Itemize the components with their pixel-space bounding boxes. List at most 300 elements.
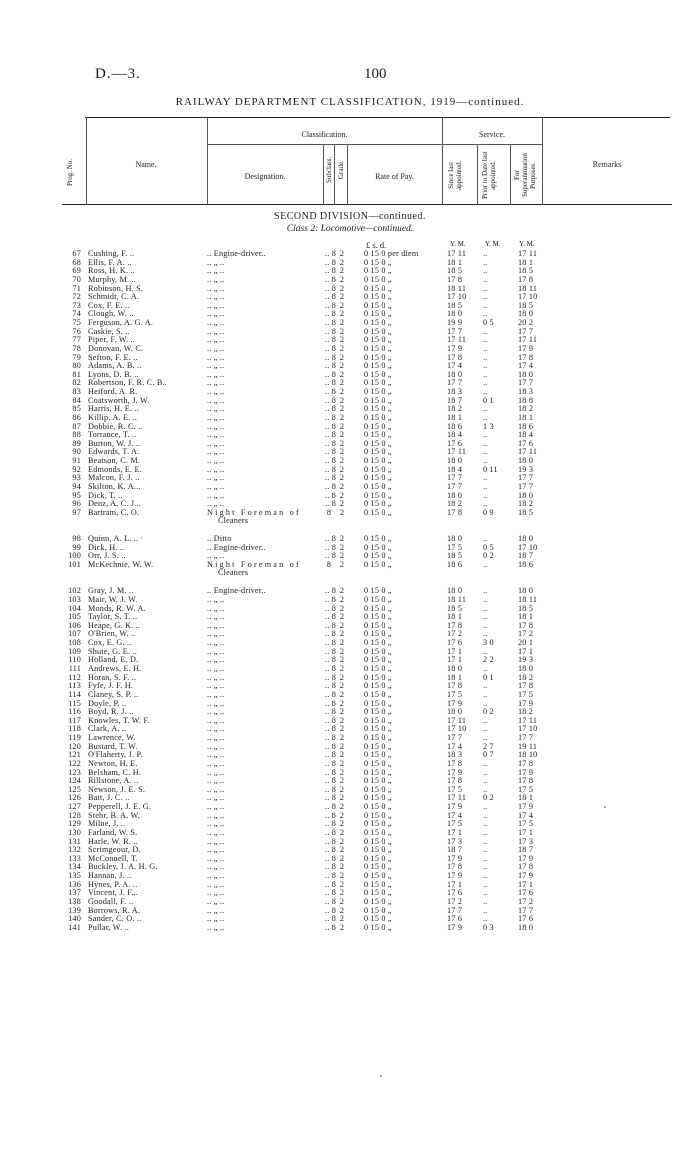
cell-no: 134 (68, 862, 81, 872)
cell-no: 87 (72, 421, 81, 431)
cell-rate: 0 15 0 „ (364, 534, 392, 544)
cell-grade: 2 (339, 369, 345, 379)
cell-designation: .. „ .. (207, 845, 225, 855)
cell-grade: 2 (339, 620, 345, 630)
cell-grade: 2 (339, 361, 345, 371)
cell-prior: .. (483, 620, 488, 630)
cell-since: 17 9 (447, 871, 463, 881)
cell-prior: .. (483, 412, 488, 422)
cell-rate: 0 15 0 „ (364, 352, 392, 362)
cell-rate: 0 15 0 „ (364, 802, 392, 812)
cell-rate: 0 15 0 „ (364, 283, 392, 293)
cell-rate: 0 15 0 „ (364, 369, 392, 379)
table-row (0, 665, 700, 673)
cell-name: Vincent, J. F... (88, 888, 139, 898)
cell-since: 17 8 (447, 758, 463, 768)
cell-no: 91 (72, 456, 81, 466)
cell-sub: .. 8 (325, 715, 337, 725)
cell-sub: .. 8 (325, 361, 337, 371)
cell-prior: .. (483, 896, 488, 906)
cell-no: 104 (68, 603, 81, 613)
cell-name: Dick, H. .. (88, 542, 125, 552)
super-units: Y. M. (519, 240, 535, 248)
cell-sub: .. 8 (325, 542, 337, 552)
cell-no: 139 (68, 905, 81, 915)
cell-since: 17 9 (447, 853, 463, 863)
cell-since: 18 2 (447, 404, 463, 414)
classification-rule (207, 144, 442, 145)
cell-designation: .. „ .. (207, 283, 225, 293)
cell-name: Pepperell, J. E. G. (88, 802, 152, 812)
cell-grade: 2 (339, 490, 345, 500)
cell-designation: .. „ .. (207, 482, 225, 491)
cell-sub: .. 8 (325, 482, 337, 491)
cell-designation: .. „ .. (207, 871, 225, 881)
cell-grade: 2 (339, 378, 345, 388)
cell-no: 80 (72, 361, 81, 371)
cell-rate: 0 15 0 „ (364, 387, 392, 397)
cell-super: 17 9 (518, 802, 534, 812)
cell-grade: 2 (339, 534, 345, 544)
cell-name: Malcon, F. J. .. (88, 473, 140, 483)
cell-since: 17 1 (447, 655, 463, 665)
cell-no: 122 (68, 758, 81, 768)
cell-prior: .. (483, 663, 488, 673)
cell-sub: .. 8 (325, 464, 337, 474)
cell-super: 18 11 (518, 594, 538, 604)
cell-name: Monds, R. W. A. (88, 603, 146, 613)
cell-since: 17 7 (447, 326, 463, 336)
cell-name: Clark, A. .. (88, 724, 127, 734)
cell-name: Cushing, F. .. (88, 249, 135, 258)
cell-prior: .. (483, 266, 488, 276)
cell-no: 93 (72, 473, 81, 483)
cell-super: 17 1 (518, 827, 534, 837)
cell-grade: 2 (339, 741, 345, 751)
cell-prior: 0 2 (483, 551, 494, 561)
cell-no: 75 (72, 318, 81, 328)
cell-super: 18 10 (518, 750, 538, 760)
cell-super: 17 7 (518, 326, 534, 336)
cell-sub: .. 8 (325, 776, 337, 786)
cell-prior: .. (483, 836, 488, 846)
cell-no: 86 (72, 412, 81, 422)
cell-no: 137 (68, 888, 81, 898)
cell-designation: .. „ .. (207, 767, 225, 777)
cell-since: 17 8 (447, 507, 463, 517)
cell-sub: .. 8 (325, 845, 337, 855)
cell-sub: .. 8 (325, 490, 337, 500)
cell-name: Knowles, T. W. F. (88, 715, 150, 725)
cell-name: Robertson, F. R. C. B.. (88, 378, 168, 388)
cell-sub: .. 8 (325, 879, 337, 889)
cell-sub: .. 8 (325, 594, 337, 604)
cell-rate: 0 15 0 „ (364, 871, 392, 881)
cell-since: 17 11 (447, 715, 467, 725)
cell-sub: .. 8 (325, 905, 337, 915)
cell-rate: 0 15 0 „ (364, 292, 392, 302)
cell-name: Adams, A. B. .. (88, 361, 142, 371)
cell-designation: .. „ .. (207, 352, 225, 362)
cell-sub: .. 8 (325, 724, 337, 734)
cell-name: Holland, E. D. (88, 655, 139, 665)
cell-since: 17 5 (447, 542, 463, 552)
cell-sub: .. 8 (325, 758, 337, 768)
cell-sub: .. 8 (325, 352, 337, 362)
cell-designation: .. „ .. (207, 629, 225, 639)
cell-sub: .. 8 (325, 767, 337, 777)
cell-sub: .. 8 (325, 741, 337, 751)
cell-designation: .. „ .. (207, 810, 225, 820)
cell-no: 82 (72, 378, 81, 388)
cell-grade: 2 (339, 464, 345, 474)
table-row (0, 691, 700, 699)
cell-grade: 2 (339, 672, 345, 682)
cell-since: 18 7 (447, 395, 463, 405)
cell-designation: .. „ .. (207, 689, 225, 699)
cell-prior: .. (483, 819, 488, 829)
cell-prior: .. (483, 845, 488, 855)
cell-sub: .. 8 (325, 810, 337, 820)
cell-super: 17 7 (518, 733, 534, 743)
cell-designation: .. „ .. (207, 421, 225, 431)
cell-designation: .. „ .. (207, 922, 225, 932)
cell-name: Boyd, R. J. .. (88, 707, 134, 717)
cell-since: 17 5 (447, 689, 463, 699)
cell-grade: 2 (339, 802, 345, 812)
cell-grade: 2 (339, 283, 345, 293)
cell-rate: 0 15 0 „ (364, 724, 392, 734)
table-row (0, 596, 700, 604)
cell-name: Rillstone, A. .. (88, 776, 139, 786)
table-row (0, 276, 700, 284)
cell-sub: .. 8 (325, 707, 337, 717)
cell-grade: 2 (339, 776, 345, 786)
cell-prior: .. (483, 257, 488, 267)
cell-grade: 2 (339, 698, 345, 708)
cell-grade: 2 (339, 335, 345, 345)
cell-name: Andrews, E. H. (88, 663, 142, 673)
cell-rate: 0 15 0 „ (364, 733, 392, 743)
cell-since: 17 9 (447, 343, 463, 353)
cell-no: 96 (72, 499, 81, 509)
cell-prior: .. (483, 335, 488, 345)
cell-sub: .. 8 (325, 456, 337, 466)
cell-since: 18 4 (447, 430, 463, 440)
cell-super: 18 7 (518, 845, 534, 855)
table-row (0, 250, 700, 258)
cell-sub: .. 8 (325, 499, 337, 509)
cell-rate: 0 15 0 „ (364, 586, 392, 596)
cell-name: Buckley, J. A. H. G. (88, 862, 158, 872)
cell-prior: .. (483, 438, 488, 448)
cell-no: 133 (68, 853, 81, 863)
cell-no: 107 (68, 629, 81, 639)
cell-sub: .. 8 (325, 672, 337, 682)
table-row (0, 345, 700, 353)
cell-designation: .. „ .. (207, 914, 225, 924)
cell-designation-cont: Cleaners (218, 516, 249, 526)
cell-prior: 3 0 (483, 638, 494, 648)
cell-since: 17 6 (447, 888, 463, 898)
cell-super: 18 5 (518, 266, 534, 276)
cell-rate: 0 15 0 „ (364, 447, 392, 457)
cell-since: 18 6 (447, 560, 463, 570)
cell-name: Lyons, D. B. .. (88, 369, 139, 379)
cell-no: 113 (68, 681, 81, 691)
cell-prior: .. (483, 810, 488, 820)
cell-designation: .. „ .. (207, 594, 225, 604)
cell-name: Dobbie, R. C. .. (88, 421, 143, 431)
cell-grade: 2 (339, 507, 345, 517)
cell-super: 17 9 (518, 871, 534, 881)
cell-designation: .. „ .. (207, 551, 225, 561)
cell-super: 18 2 (518, 672, 534, 682)
cell-prior: .. (483, 698, 488, 708)
cell-prior: .. (483, 473, 488, 483)
cell-grade: 2 (339, 421, 345, 431)
cell-grade: 2 (339, 638, 345, 648)
cell-rate: 0 15 0 „ (364, 853, 392, 863)
table-row (0, 319, 700, 327)
cell-grade: 2 (339, 612, 345, 622)
cell-sub: .. 8 (325, 871, 337, 881)
cell-sub: .. 8 (325, 638, 337, 648)
table-row (0, 414, 700, 422)
cell-name: Scrimgeour, D. (88, 845, 141, 855)
service-rule (442, 144, 542, 145)
cell-prior: .. (483, 292, 488, 302)
cell-prior: .. (483, 378, 488, 388)
cell-grade: 2 (339, 473, 345, 483)
cell-sub: .. 8 (325, 412, 337, 422)
cell-grade: 2 (339, 750, 345, 760)
cell-super: 17 5 (518, 689, 534, 699)
cell-grade: 2 (339, 758, 345, 768)
cell-prior: .. (483, 326, 488, 336)
cell-since: 18 1 (447, 672, 463, 682)
cell-prior: .. (483, 274, 488, 284)
cell-grade: 2 (339, 352, 345, 362)
cell-designation: .. „ .. (207, 733, 225, 743)
cell-prior: .. (483, 827, 488, 837)
cell-rate: 0 15 0 „ (364, 473, 392, 483)
cell-prior: .. (483, 629, 488, 639)
cell-designation: .. „ .. (207, 698, 225, 708)
cell-no: 89 (72, 438, 81, 448)
cell-rate: 0 15 0 „ (364, 776, 392, 786)
cell-no: 102 (68, 586, 81, 596)
cell-designation: .. „ .. (207, 378, 225, 388)
cell-prior: .. (483, 369, 488, 379)
cell-no: 101 (68, 560, 81, 570)
cell-prior: .. (483, 490, 488, 500)
cell-sub: 8 (326, 507, 332, 517)
cell-super: 17 10 (518, 724, 538, 734)
cell-super: 17 5 (518, 784, 534, 794)
cell-grade: 2 (339, 819, 345, 829)
cell-since: 18 5 (447, 603, 463, 613)
cell-super: 18 2 (518, 404, 534, 414)
cell-prior: .. (483, 560, 488, 570)
cell-no: 92 (72, 464, 81, 474)
cell-designation: .. „ .. (207, 827, 225, 837)
cell-no: 103 (68, 594, 81, 604)
cell-super: 18 5 (518, 300, 534, 310)
cell-name: Orr, J. S. .. (88, 551, 126, 561)
cell-since: 18 0 (447, 369, 463, 379)
cell-designation: .. „ .. (207, 490, 225, 500)
cell-sub: .. 8 (325, 447, 337, 457)
cell-grade: 2 (339, 836, 345, 846)
cell-grade: 2 (339, 249, 345, 258)
cell-super: 17 6 (518, 914, 534, 924)
cell-prior: .. (483, 888, 488, 898)
cell-since: 17 10 (447, 724, 467, 734)
cell-rate: 0 15 0 „ (364, 404, 392, 414)
super-header: For Superannuation Purposes. (513, 153, 537, 197)
cell-no: 70 (72, 274, 81, 284)
cell-super: 18 6 (518, 421, 534, 431)
cell-sub: .. 8 (325, 283, 337, 293)
cell-grade: 2 (339, 733, 345, 743)
cell-rate: 0 15 0 „ (364, 412, 392, 422)
cell-super: 17 5 (518, 819, 534, 829)
cell-no: 100 (68, 551, 81, 561)
cell-name: Pullar, W. .. (88, 922, 129, 932)
cell-sub: .. 8 (325, 612, 337, 622)
cell-no: 94 (72, 482, 81, 491)
cell-grade: 2 (339, 879, 345, 889)
cell-name: Sefton, F. E. .. (88, 352, 138, 362)
cell-super: 18 1 (518, 793, 534, 803)
cell-designation: .. „ .. (207, 447, 225, 457)
cell-no: 69 (72, 266, 81, 276)
cell-name: Caskie, S. .. (88, 326, 130, 336)
cell-since: 17 1 (447, 827, 463, 837)
cell-name: Lawrence, W. (88, 733, 136, 743)
since-last-header: Since last appointed. (447, 160, 463, 190)
cell-rate: 0 15 0 „ (364, 318, 392, 328)
cell-prior: .. (483, 871, 488, 881)
cell-super: 18 6 (518, 560, 534, 570)
cell-name: Bustard, T. W. (88, 741, 138, 751)
cell-since: 17 8 (447, 274, 463, 284)
cell-rate: 0 15 0 „ (364, 715, 392, 725)
cell-name: Cox, E. G. .. (88, 638, 132, 648)
cell-super: 19 11 (518, 741, 538, 751)
cell-no: 97 (72, 507, 81, 517)
cell-since: 18 1 (447, 612, 463, 622)
cell-prior: .. (483, 784, 488, 794)
table-row (0, 507, 700, 526)
cell-no: 138 (68, 896, 81, 906)
cell-designation: .. „ .. (207, 724, 225, 734)
cell-sub: .. 8 (325, 300, 337, 310)
cell-since: 17 11 (447, 447, 467, 457)
cell-rate: 0 15 0 „ (364, 836, 392, 846)
cell-sub: .. 8 (325, 378, 337, 388)
cell-designation: .. „ .. (207, 638, 225, 648)
cell-name: Burton, W. J. .. (88, 438, 141, 448)
cell-grade: 2 (339, 326, 345, 336)
cell-grade: 2 (339, 862, 345, 872)
cell-super: 18 5 (518, 603, 534, 613)
cell-prior: 0 1 (483, 672, 494, 682)
cell-name: Denz, A. C. J... (88, 499, 142, 509)
cell-rate: 0 15 0 „ (364, 499, 392, 509)
cell-sub: .. 8 (325, 266, 337, 276)
cell-sub: .. 8 (325, 853, 337, 863)
cell-since: 18 7 (447, 845, 463, 855)
cell-rate: 0 15 0 „ (364, 335, 392, 345)
cell-grade: 2 (339, 922, 345, 932)
cell-sub: .. 8 (325, 836, 337, 846)
cell-super: 17 6 (518, 888, 534, 898)
cell-no: 136 (68, 879, 81, 889)
cell-prior: .. (483, 249, 488, 258)
cell-super: 17 6 (518, 438, 534, 448)
cell-designation: .. „ .. (207, 879, 225, 889)
cell-no: 77 (72, 335, 81, 345)
cell-since: 18 1 (447, 257, 463, 267)
cell-name: O'Brien, W. .. (88, 629, 136, 639)
cell-super: 17 4 (518, 361, 534, 371)
speck (604, 806, 606, 808)
cell-sub: .. 8 (325, 586, 337, 596)
cell-prior: .. (483, 594, 488, 604)
cell-super: 18 0 (518, 456, 534, 466)
cell-rate: 0 15 0 „ (364, 793, 392, 803)
cell-grade: 2 (339, 689, 345, 699)
subclass-header: Subclass. (325, 156, 333, 184)
cell-grade: 2 (339, 404, 345, 414)
cell-super: 17 8 (518, 620, 534, 630)
cell-rate: 0 15 0 „ (364, 922, 392, 932)
designation-header: Designation. (244, 172, 286, 181)
cell-since: 17 11 (447, 793, 467, 803)
cell-since: 17 8 (447, 681, 463, 691)
cell-sub: .. 8 (325, 663, 337, 673)
cell-name: Ferguson, A. G. A. (88, 318, 154, 328)
cell-super: 18 0 (518, 586, 534, 596)
cell-rate: 0 15 0 „ (364, 274, 392, 284)
table-row (0, 560, 700, 578)
cell-since: 18 1 (447, 412, 463, 422)
cell-no: 84 (72, 395, 81, 405)
cell-prior: 0 1 (483, 395, 494, 405)
cell-no: 109 (68, 646, 81, 656)
cell-grade: 2 (339, 896, 345, 906)
cell-super: 17 9 (518, 343, 534, 353)
cell-sub: .. 8 (325, 335, 337, 345)
cell-super: 17 8 (518, 274, 534, 284)
cell-grade: 2 (339, 594, 345, 604)
cell-prior: 0 11 (483, 464, 498, 474)
cell-super: 17 8 (518, 776, 534, 786)
cell-rate: 0 15 0 „ (364, 707, 392, 717)
cell-designation: .. „ .. (207, 473, 225, 483)
cell-designation: .. „ .. (207, 343, 225, 353)
cell-designation: .. „ .. (207, 612, 225, 622)
cell-super: 18 2 (518, 499, 534, 509)
cell-name: Piper, F. W. .. (88, 335, 136, 345)
cell-since: 17 9 (447, 922, 463, 932)
cell-sub: .. 8 (325, 793, 337, 803)
cell-prior: .. (483, 404, 488, 414)
cell-name: Gray, J. M. .. (88, 586, 134, 596)
cell-super: 17 11 (518, 335, 538, 345)
